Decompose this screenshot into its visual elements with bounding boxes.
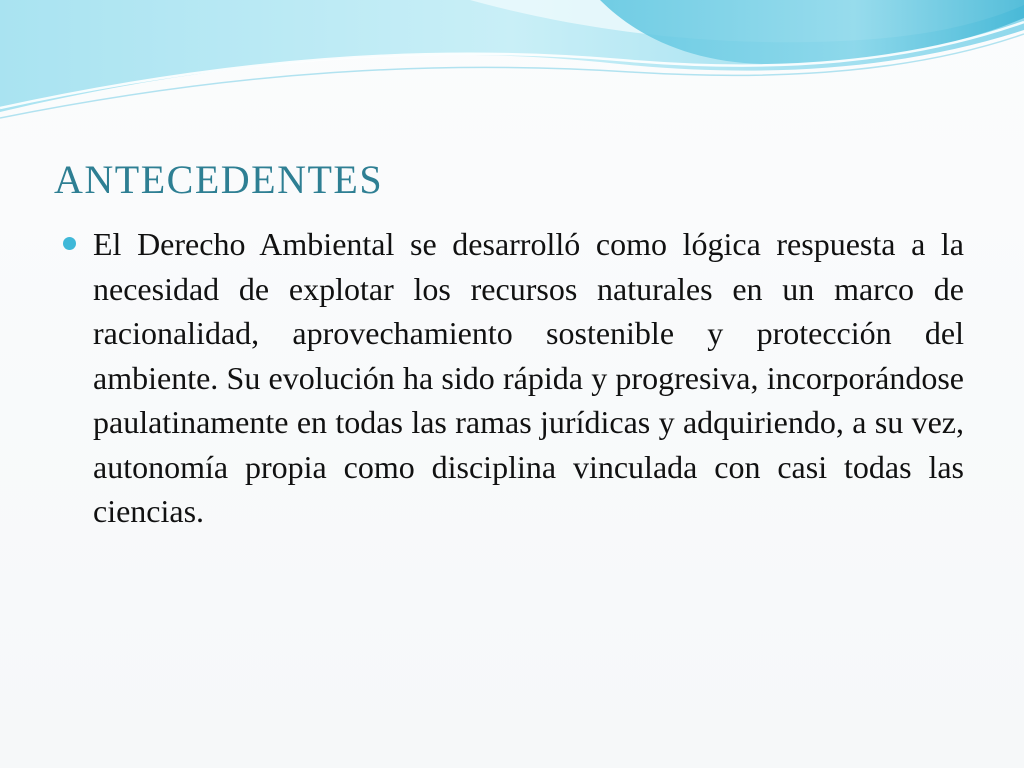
list-item — [60, 222, 964, 534]
bullet-dot-icon — [63, 237, 76, 250]
bullet-text: El Derecho Ambiental se desarrolló como lógica respuesta a la necesidad de explotar los recursos naturales en un marco de racionalidad, aprovechamiento sostenible y protección del ambiente. Su evolución ha sido rápida y progresiva, incorporándose paulatinamente en todas las ramas jurídicas y adquiriendo, a su vez, autonomía propia como disciplina vinculada con casi todas las ciencias. — [93, 226, 964, 529]
bullet-list — [60, 222, 964, 534]
slide-title: ANTECEDENTES — [54, 157, 384, 202]
header-wave-decoration — [0, 0, 1024, 130]
